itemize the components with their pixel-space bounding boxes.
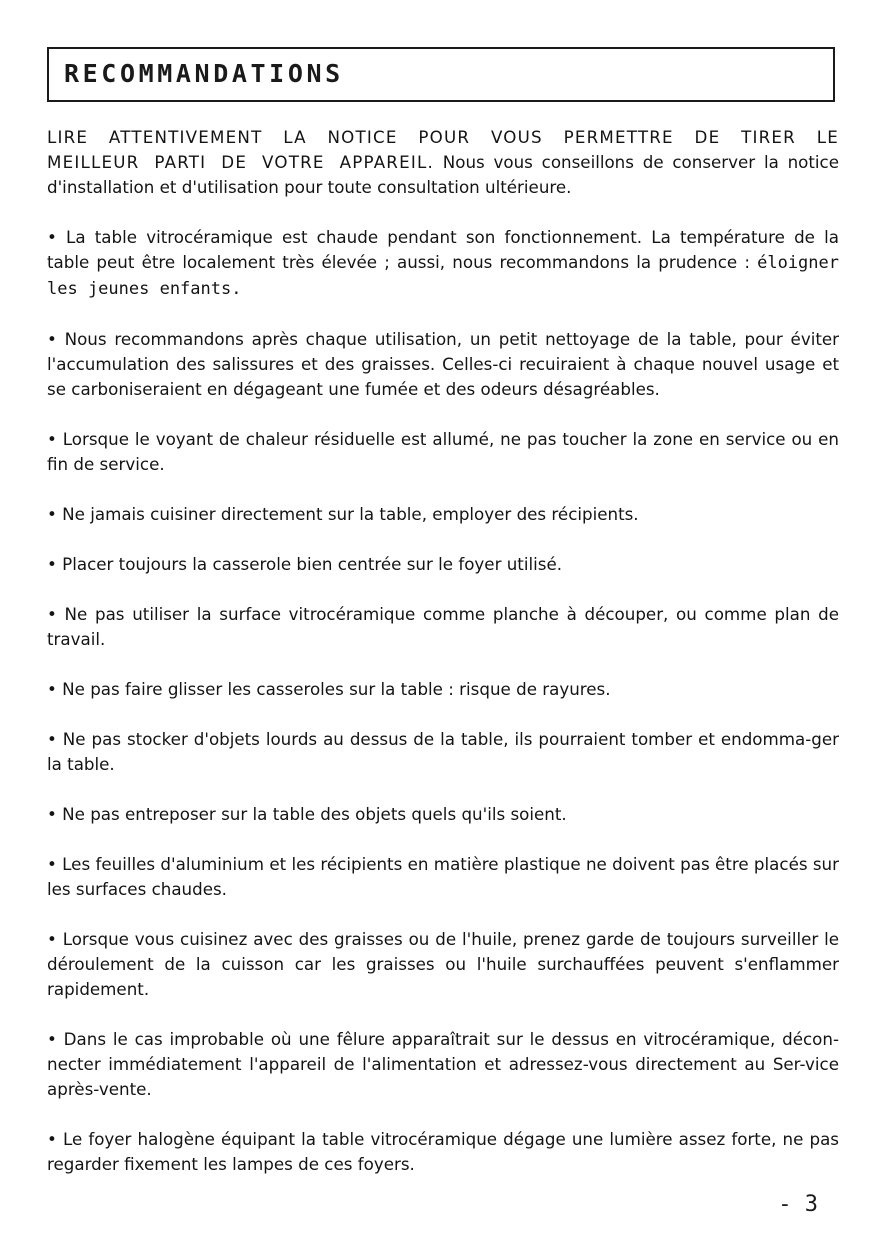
page-title: RECOMMANDATIONS <box>64 59 344 88</box>
recommendation-item: • Lorsque vous cuisinez avec des graisses ou de l'huile, prenez garde de toujours surveiller le déroulement de la cuisson car les graisses ou l'huile surchauffées peuvent s'enflammer rapidement. <box>47 929 839 999</box>
recommendations-content <box>47 125 839 1202</box>
recommendation-item <box>47 225 839 302</box>
recommendation-item: • Ne pas stocker d'objets lourds au dessus de la table, ils pourraient tomber et endomma-ger la table. <box>47 729 839 774</box>
intro-paragraph <box>47 125 839 200</box>
recommendation-item: • Ne pas entreposer sur la table des objets quels qu'ils soient. <box>47 804 567 824</box>
recommendation-emphasis: éloigner les jeunes enfants. <box>47 253 839 299</box>
title-box <box>47 47 835 102</box>
recommendation-item: • Ne pas faire glisser les casseroles sur la table : risque de rayures. <box>47 679 611 699</box>
recommendation-item: • Placer toujours la casserole bien centrée sur le foyer utilisé. <box>47 554 563 574</box>
recommendation-item: • Le foyer halogène équipant la table vitrocéramique dégage une lumière assez forte, ne pas regarder fixement les lampes de ces foyers. <box>47 1129 839 1174</box>
recommendation-text: • La table vitrocéramique est chaude pendant son fonctionnement. La température de la table peut être localement très élevée ; aussi, nous recommandons la prudence : <box>47 227 839 272</box>
recommendation-item: • Les feuilles d'aluminium et les récipients en matière plastique ne doivent pas être placés sur les surfaces chaudes. <box>47 854 839 899</box>
page-number: - 3 <box>778 1192 818 1217</box>
intro-caps-text: LIRE ATTENTIVEMENT LA NOTICE POUR VOUS PERMETTRE DE TIRER LE MEILLEUR PARTI DE VOTRE APPAREIL. <box>47 127 839 172</box>
recommendation-item: • Dans le cas improbable où une fêlure apparaîtrait sur le dessus en vitrocéramique, décon-necter immédiatement l'appareil de l'alimentation et adressez-vous directement au Ser-vice après-vente. <box>47 1029 839 1099</box>
recommendation-item: • Lorsque le voyant de chaleur résiduelle est allumé, ne pas toucher la zone en service ou en fin de service. <box>47 429 839 474</box>
recommendation-item: • Ne pas utiliser la surface vitrocéramique comme planche à découper, ou comme plan de travail. <box>47 604 839 649</box>
intro-rest-text: Nous vous conseillons de conserver la notice d'installation et d'utilisation pour toute consultation ultérieure. <box>47 152 839 197</box>
recommendation-item: • Ne jamais cuisiner directement sur la table, employer des récipients. <box>47 504 639 524</box>
recommendation-item: • Nous recommandons après chaque utilisation, un petit nettoyage de la table, pour éviter l'accumulation des salissures et des graisses. Celles-ci recuiraient à chaque nouvel usage et se carboniseraient en dégageant une fumée et des odeurs désagréables. <box>47 329 839 399</box>
